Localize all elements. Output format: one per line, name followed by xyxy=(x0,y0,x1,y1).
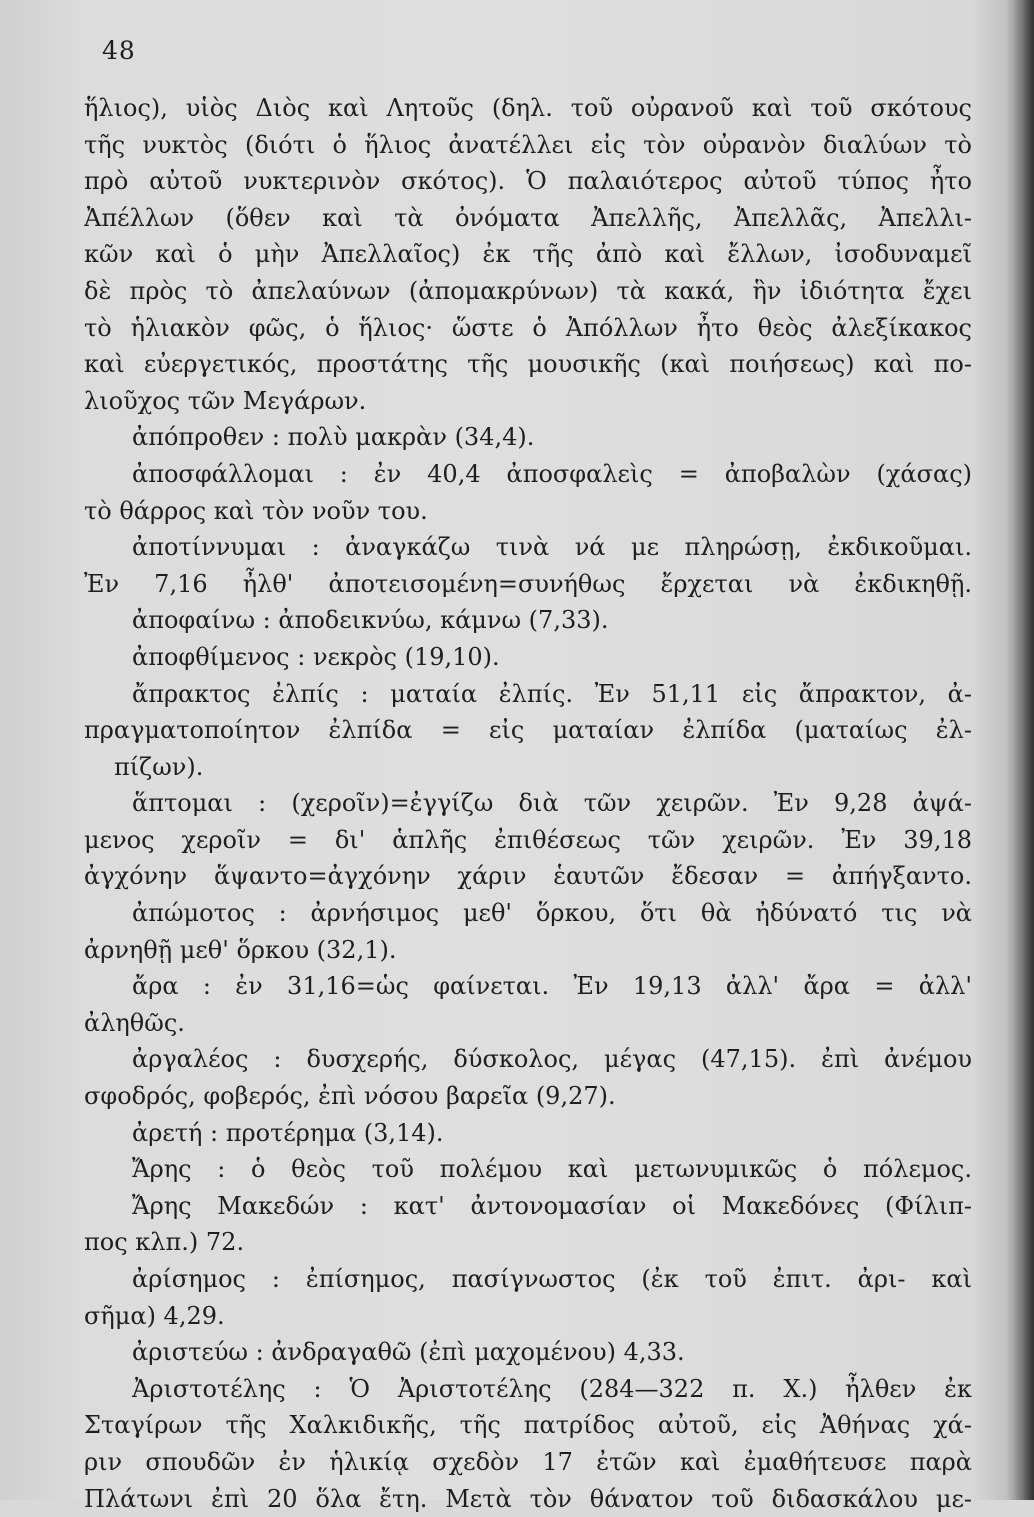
text-line: ἀληθῶς. xyxy=(84,1008,185,1037)
text-line: καὶ εὐεργετικός, προστάτης τῆς μουσικῆς (καὶ ποιήσεως) καὶ πο- xyxy=(84,350,972,379)
text-line: πος κλπ.) 72. xyxy=(84,1228,245,1257)
entry-line: ἀπόπροθεν : πολὺ μακρὰν (34,4). xyxy=(132,423,535,452)
text-line: τὸ θάρρος καὶ τὸν νοῦν του. xyxy=(84,496,428,525)
entry-line: ἀποφαίνω : ἀποδεικνύω, κάμνω (7,33). xyxy=(132,606,609,635)
entry-line: ἀργαλέος : δυσχερής, δύσκολος, μέγας (47,15). ἐπὶ ἀνέμου xyxy=(132,1045,972,1074)
text-line: Σταγίρων τῆς Χαλκιδικῆς, τῆς πατρίδος αὐτοῦ, εἰς Ἀθήνας χά- xyxy=(84,1411,972,1440)
text-line: κῶν καὶ ὁ μὴν Ἀπελλαῖος) ἐκ τῆς ἀπὸ καὶ ἔλλων, ἰσοδυναμεῖ xyxy=(84,240,972,269)
text-line: τῆς νυκτὸς (διότι ὁ ἥλιος ἀνατέλλει εἰς τὸν οὐρανὸν διαλύων τὸ xyxy=(84,130,972,159)
text-line: ἀρνηθῇ μεθ' ὅρκου (32,1). xyxy=(84,935,397,964)
text-line: ριν σπουδῶν ἐν ἡλικίᾳ σχεδὸν 17 ἐτῶν καὶ ἐμαθήτευσε παρὰ xyxy=(84,1447,972,1476)
entry-line: ἄρα : ἐν 31,16=ὡς φαίνεται. Ἐν 19,13 ἀλλ' ἄρα = ἀλλ' xyxy=(132,972,972,1001)
text-line: δὲ πρὸς τὸ ἀπελαύνων (ἀπομακρύνων) τὰ κακά, ἣν ἰδιότητα ἔχει xyxy=(84,276,972,305)
entry-line: ἄπρακτος ἐλπίς : ματαία ἐλπίς. Ἐν 51,11 εἰς ἄπρακτον, ἀ- xyxy=(132,679,972,708)
text-line: Πλάτωνι ἐπὶ 20 ὅλα ἔτη. Μετὰ τὸν θάνατον τοῦ διδασκάλου με- xyxy=(84,1484,972,1513)
text-line: σφοδρός, φοβερός, ἐπὶ νόσου βαρεῖα (9,27). xyxy=(84,1082,616,1111)
text-body xyxy=(84,90,972,1517)
entry-line: ἅπτομαι : (χεροῖν)=ἐγγίζω διὰ τῶν χειρῶν. Ἐν 9,28 ἀψά- xyxy=(132,789,972,818)
entry-line: ἀριστεύω : ἀνδραγαθῶ (ἐπὶ μαχομένου) 4,33. xyxy=(132,1338,685,1367)
page-number: 48 xyxy=(102,36,136,65)
entry-line: Ἄρης Μακεδών : κατ' ἀντονομασίαν οἱ Μακεδόνες (Φίλιπ- xyxy=(132,1191,972,1220)
entry-line: Ἀριστοτέλης : Ὁ Ἀριστοτέλης (284—322 π. Χ.) ἦλθεν ἐκ xyxy=(132,1374,972,1403)
entry-line: ἀποσφάλλομαι : ἐν 40,4 ἀποσφαλεὶς = ἀποβαλὼν (χάσας) xyxy=(132,459,972,488)
entry-line: ἀρετή : προτέρημα (3,14). xyxy=(132,1118,444,1147)
page-edge-shadow xyxy=(1006,0,1034,1500)
text-line: ἀγχόνην ἅψαντο=ἀγχόνην χάριν ἑαυτῶν ἔδεσαν = ἀπήγξαντο. xyxy=(84,862,972,891)
entry-line: ἀποφθίμενος : νεκρὸς (19,10). xyxy=(132,642,500,671)
text-line: πραγματοποίητον ἐλπίδα = εἰς ματαίαν ἐλπίδα (ματαίως ἐλ- xyxy=(84,716,972,745)
text-line: μενος χεροῖν = δι' ἁπλῆς ἐπιθέσεως τῶν χειρῶν. Ἐν 39,18 xyxy=(84,825,972,854)
entry-line: ἀπώμοτος : ἀρνήσιμος μεθ' ὅρκου, ὅτι θὰ ἠδύνατό τις νὰ xyxy=(132,899,972,928)
text-line: σῆμα) 4,29. xyxy=(84,1301,225,1330)
entry-line: ἀρίσημος : ἐπίσημος, πασίγνωστος (ἐκ τοῦ ἐπιτ. ἀρι- καὶ xyxy=(132,1265,972,1293)
text-line: Ἀπέλλων (ὅθεν καὶ τὰ ὀνόματα Ἀπελλῆς, Ἀπελλᾶς, Ἀπελλι- xyxy=(84,203,972,232)
entry-line: Ἄρης : ὁ θεὸς τοῦ πολέμου καὶ μετωνυμικῶς ὁ πόλεμος. xyxy=(132,1155,972,1184)
text-line: τὸ ἡλιακὸν φῶς, ὁ ἥλιος· ὥστε ὁ Ἀπόλλων ἦτο θεὸς ἀλεξίκακος xyxy=(84,313,972,342)
text-line: Ἐν 7,16 ἦλθ' ἀποτεισομένη=συνήθως ἔρχεται νὰ ἐκδικηθῇ. xyxy=(84,569,972,598)
entry-line: ἀποτίννυμαι : ἀναγκάζω τινὰ νά με πληρώσῃ, ἐκδικοῦμαι. xyxy=(132,533,972,562)
text-line: πρὸ αὐτοῦ νυκτερινὸν σκότος). Ὁ παλαιότερος αὐτοῦ τύπος ἦτο xyxy=(84,167,972,196)
text-line: ἥλιος), υἱὸς Διὸς καὶ Λητοῦς (δηλ. τοῦ οὐρανοῦ καὶ τοῦ σκότους xyxy=(84,94,972,122)
text-line: λιοῦχος τῶν Μεγάρων. xyxy=(84,386,367,415)
text-line: πίζων). xyxy=(114,752,204,781)
